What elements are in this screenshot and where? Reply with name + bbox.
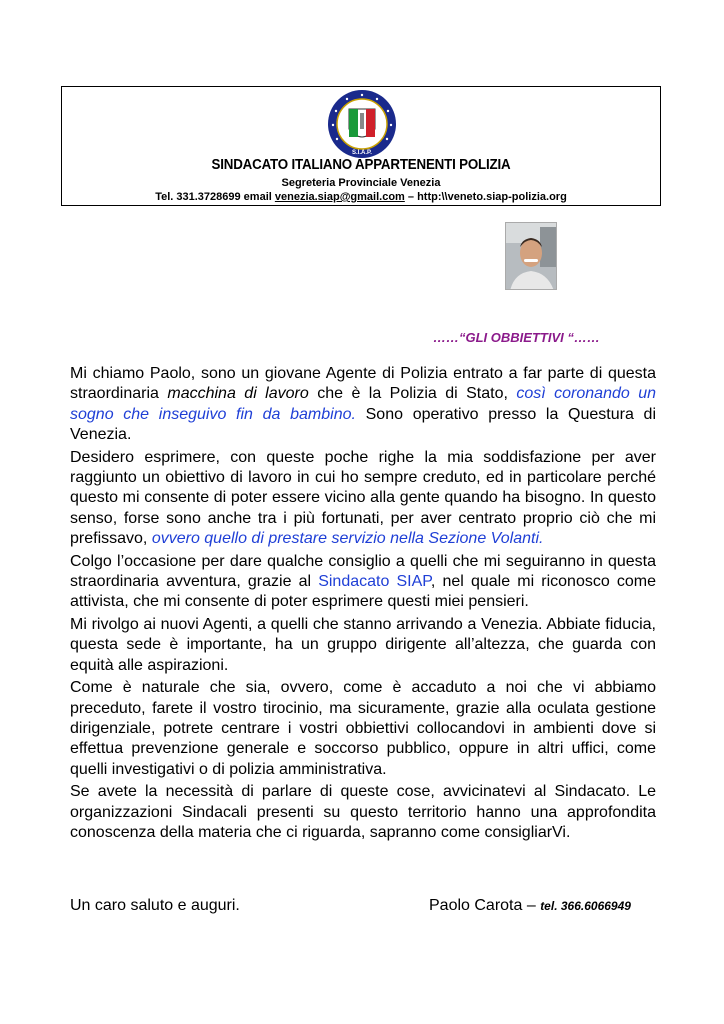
letter-body [70, 364, 656, 845]
signature-name: Paolo Carota – [429, 897, 541, 914]
closing-greeting: Un caro saluto e auguri. [70, 897, 240, 914]
portrait-icon [506, 223, 557, 290]
contact-tel: Tel. 331.3728699 email [155, 191, 275, 203]
svg-text:S.I.A.P.: S.I.A.P. [352, 150, 372, 156]
paragraph-4: Mi rivolgo ai nuovi Agenti, a quelli che stanno arrivando a Venezia. Abbiate fiducia, questa sede è importante, ha un gruppo dirigente all’altezza, che guarda con equità alle aspirazioni. [70, 615, 656, 674]
text-run: , nel quale mi riconosco come attivista, che mi consente di poter esprimere questi miei pensieri. [70, 573, 656, 611]
letterhead [61, 86, 661, 206]
text-run: macchina di lavoro [167, 385, 309, 403]
contact-url: http:\\veneto.siap-polizia.org [417, 191, 567, 203]
text-run: così coronando un sogno che inseguivo fin da bambino. [70, 385, 657, 423]
text-run: Desidero esprimere, con queste poche righe la mia soddisfazione per aver raggiunto un obiettivo di lavoro in cui ho sempre creduto, ed in particolare perché questo mi consente di poter essere vicino alla gente quando ha bisogno. In questo senso, forse sono anche tra i più fortunati, per aver centrato proprio ciò che mi prefissavo, [70, 448, 656, 548]
siap-logo-icon [327, 89, 397, 159]
org-subtitle: Segreteria Provinciale Venezia [281, 177, 441, 189]
text-run: Colgo l’occasione per dare qualche consiglio a quelli che mi seguiranno in questa straordinaria avventura, grazie al [70, 552, 656, 591]
text-run: Mi chiamo Paolo, sono un giovane Agente di Polizia entrato a far parte di questa straordinaria [70, 365, 656, 403]
text-run: che è la Polizia di Stato, [308, 385, 517, 403]
letter-title: ……“GLI OBBIETTIVI “…… [433, 330, 600, 345]
paragraph-6: Se avete la necessità di parlare di queste cose, avvicinatevi al Sindacato. Le organizzazioni Sindacali presenti su questo territorio hanno una approfondita conoscenza della materia che ci riguarda, sapranno come consigliarVi. [70, 783, 656, 841]
signature-tel: tel. 366.6066949 [540, 899, 631, 913]
paragraph-5: Come è naturale che sia, ovvero, come è accaduto a noi che vi abbiamo preceduto, farete il vostro tirocinio, ma sicuramente, grazie alla oculata gestione dirigenziale, potrete centrare i vostri obbiettivi collocandovi in ambienti dove si effettua prevenzione generale e soccorso pubblico, oppure in altri uffici, come quelli investigativi o di polizia amministrativa. [70, 679, 656, 778]
text-run: Sindacato SIAP [318, 573, 431, 591]
text-run: Sono operativo presso la Questura di Venezia. [70, 405, 657, 444]
text-run: ovvero quello di prestare servizio nella Sezione Volanti. [151, 530, 544, 548]
author-photo [505, 222, 557, 290]
paragraph-2 [70, 448, 656, 550]
org-name: SINDACATO ITALIANO APPARTENENTI POLIZIA [211, 157, 511, 173]
contact-sep: – [404, 191, 418, 203]
contact-email-link[interactable]: venezia.siap@gmail.com [274, 191, 405, 203]
paragraph-3 [70, 552, 656, 613]
org-contact [62, 191, 660, 203]
signature [429, 897, 631, 915]
paragraph-1 [70, 364, 656, 446]
